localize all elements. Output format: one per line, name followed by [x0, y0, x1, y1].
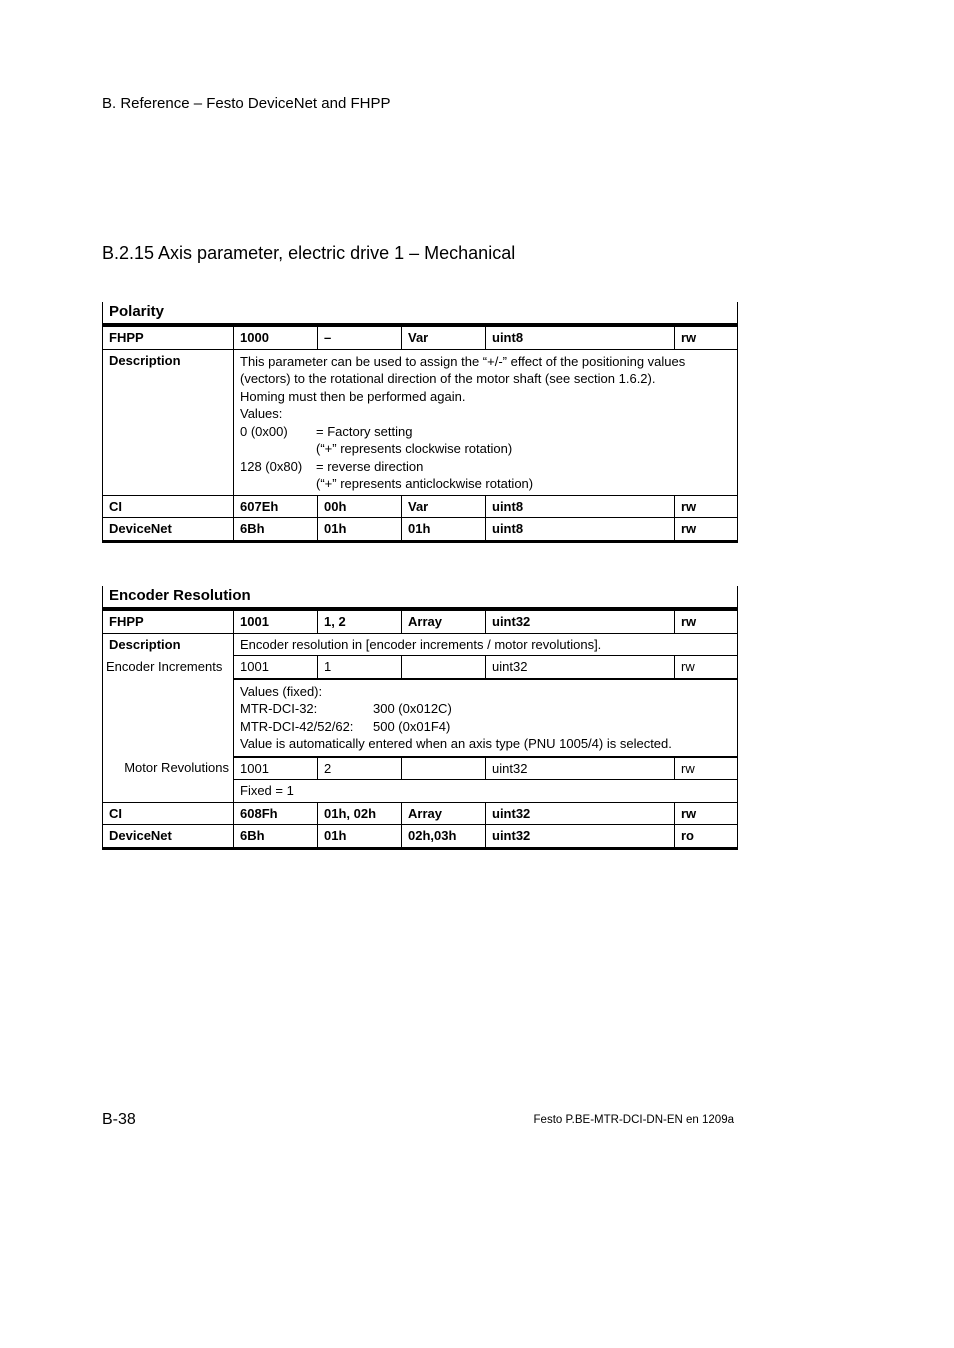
- encoder-fixed-row: [103, 780, 738, 803]
- polarity-ci-row: [103, 495, 738, 518]
- page-number: B-38: [102, 1111, 136, 1128]
- encoder-values-row: [103, 679, 738, 757]
- cell: 01h: [318, 518, 402, 542]
- description-line: Homing must then be performed again.: [240, 388, 466, 404]
- document-id: Festo P.BE-MTR-DCI-DN-EN en 1209a: [533, 1114, 734, 1126]
- cell: uint32: [486, 656, 675, 679]
- increments-label: Encoder Increments: [103, 656, 234, 679]
- polarity-description: [234, 349, 738, 495]
- polarity-title: Polarity: [103, 302, 738, 325]
- cell: uint8: [486, 518, 675, 542]
- encoder-revolutions-row: [103, 757, 738, 780]
- cell: 1001: [234, 656, 318, 679]
- polarity-table: [102, 302, 738, 543]
- description-line: (vectors) to the rotational direction of the motor shaft (see section 1.6.2).: [240, 371, 656, 386]
- cell: rw: [675, 495, 738, 518]
- cell: FHPP: [103, 325, 234, 349]
- values-title: Values (fixed):: [240, 683, 323, 699]
- cell: rw: [675, 802, 738, 825]
- cell: FHPP: [103, 609, 234, 633]
- value-model: MTR-DCI-32:: [240, 701, 318, 716]
- encoder-description-row: [103, 633, 738, 656]
- cell: 2: [318, 757, 402, 780]
- value-note: (“+” represents anticlockwise rotation): [316, 476, 534, 491]
- revolutions-label: Motor Revolutions: [103, 757, 234, 780]
- cell: 1001: [234, 757, 318, 780]
- running-header: B. Reference – Festo DeviceNet and FHPP: [102, 95, 391, 112]
- section-title: B.2.15 Axis parameter, electric drive 1 – Mechanical: [102, 243, 516, 263]
- cell: 608Fh: [234, 802, 318, 825]
- description-line: Values:: [240, 406, 283, 421]
- cell: 00h: [318, 495, 402, 518]
- description-label: Description: [103, 349, 234, 495]
- cell: uint8: [486, 325, 675, 349]
- encoder-increments-row: [103, 656, 738, 679]
- cell: 6Bh: [234, 518, 318, 542]
- cell: rw: [675, 656, 738, 679]
- encoder-fhpp-row: [103, 609, 738, 633]
- value-note: (“+” represents clockwise rotation): [316, 441, 513, 456]
- cell: Var: [402, 495, 486, 518]
- value-value: 500 (0x01F4): [373, 718, 451, 734]
- description-label: Description: [103, 633, 234, 656]
- value-meaning: = Factory setting: [316, 423, 413, 439]
- cell: 1: [318, 656, 402, 679]
- description-line: This parameter can be used to assign the “+/-” effect of the positioning values: [240, 353, 686, 369]
- cell: DeviceNet: [103, 825, 234, 849]
- encoder-resolution-table: [102, 586, 738, 850]
- encoder-title: Encoder Resolution: [103, 586, 738, 609]
- polarity-description-row: [103, 349, 738, 495]
- cell: uint32: [486, 609, 675, 633]
- polarity-devicenet-row: [103, 518, 738, 542]
- cell: Var: [402, 325, 486, 349]
- polarity-fhpp-row: [103, 325, 738, 349]
- cell: rw: [675, 609, 738, 633]
- cell: 6Bh: [234, 825, 318, 849]
- cell: 01h: [402, 518, 486, 542]
- cell: uint32: [486, 757, 675, 780]
- encoder-ci-row: [103, 802, 738, 825]
- cell: 1001: [234, 609, 318, 633]
- cell: rw: [675, 757, 738, 780]
- cell: [402, 757, 486, 780]
- cell: rw: [675, 518, 738, 542]
- value-code: 128 (0x80): [240, 458, 303, 474]
- encoder-values: [234, 679, 738, 757]
- cell: uint8: [486, 495, 675, 518]
- encoder-fixed: Fixed = 1: [234, 780, 738, 803]
- value-value: 300 (0x012C): [373, 701, 452, 716]
- cell: 1, 2: [318, 609, 402, 633]
- value-code: 0 (0x00): [240, 423, 288, 439]
- cell: Array: [402, 609, 486, 633]
- cell: CI: [103, 495, 234, 518]
- cell: rw: [675, 325, 738, 349]
- value-model: MTR-DCI-42/52/62:: [240, 718, 354, 734]
- cell: 1000: [234, 325, 318, 349]
- cell: –: [318, 325, 402, 349]
- values-note: Value is automatically entered when an axis type (PNU 1005/4) is selected.: [240, 736, 672, 751]
- cell: 02h,03h: [402, 825, 486, 849]
- value-meaning: = reverse direction: [316, 458, 424, 474]
- cell: 607Eh: [234, 495, 318, 518]
- cell: [402, 656, 486, 679]
- encoder-devicenet-row: [103, 825, 738, 849]
- cell: Array: [402, 802, 486, 825]
- cell: 01h, 02h: [318, 802, 402, 825]
- cell: DeviceNet: [103, 518, 234, 542]
- cell: ro: [675, 825, 738, 849]
- cell: CI: [103, 802, 234, 825]
- cell: uint32: [486, 825, 675, 849]
- encoder-description: Encoder resolution in [encoder increments / motor revolutions].: [234, 633, 738, 656]
- cell: uint32: [486, 802, 675, 825]
- cell: 01h: [318, 825, 402, 849]
